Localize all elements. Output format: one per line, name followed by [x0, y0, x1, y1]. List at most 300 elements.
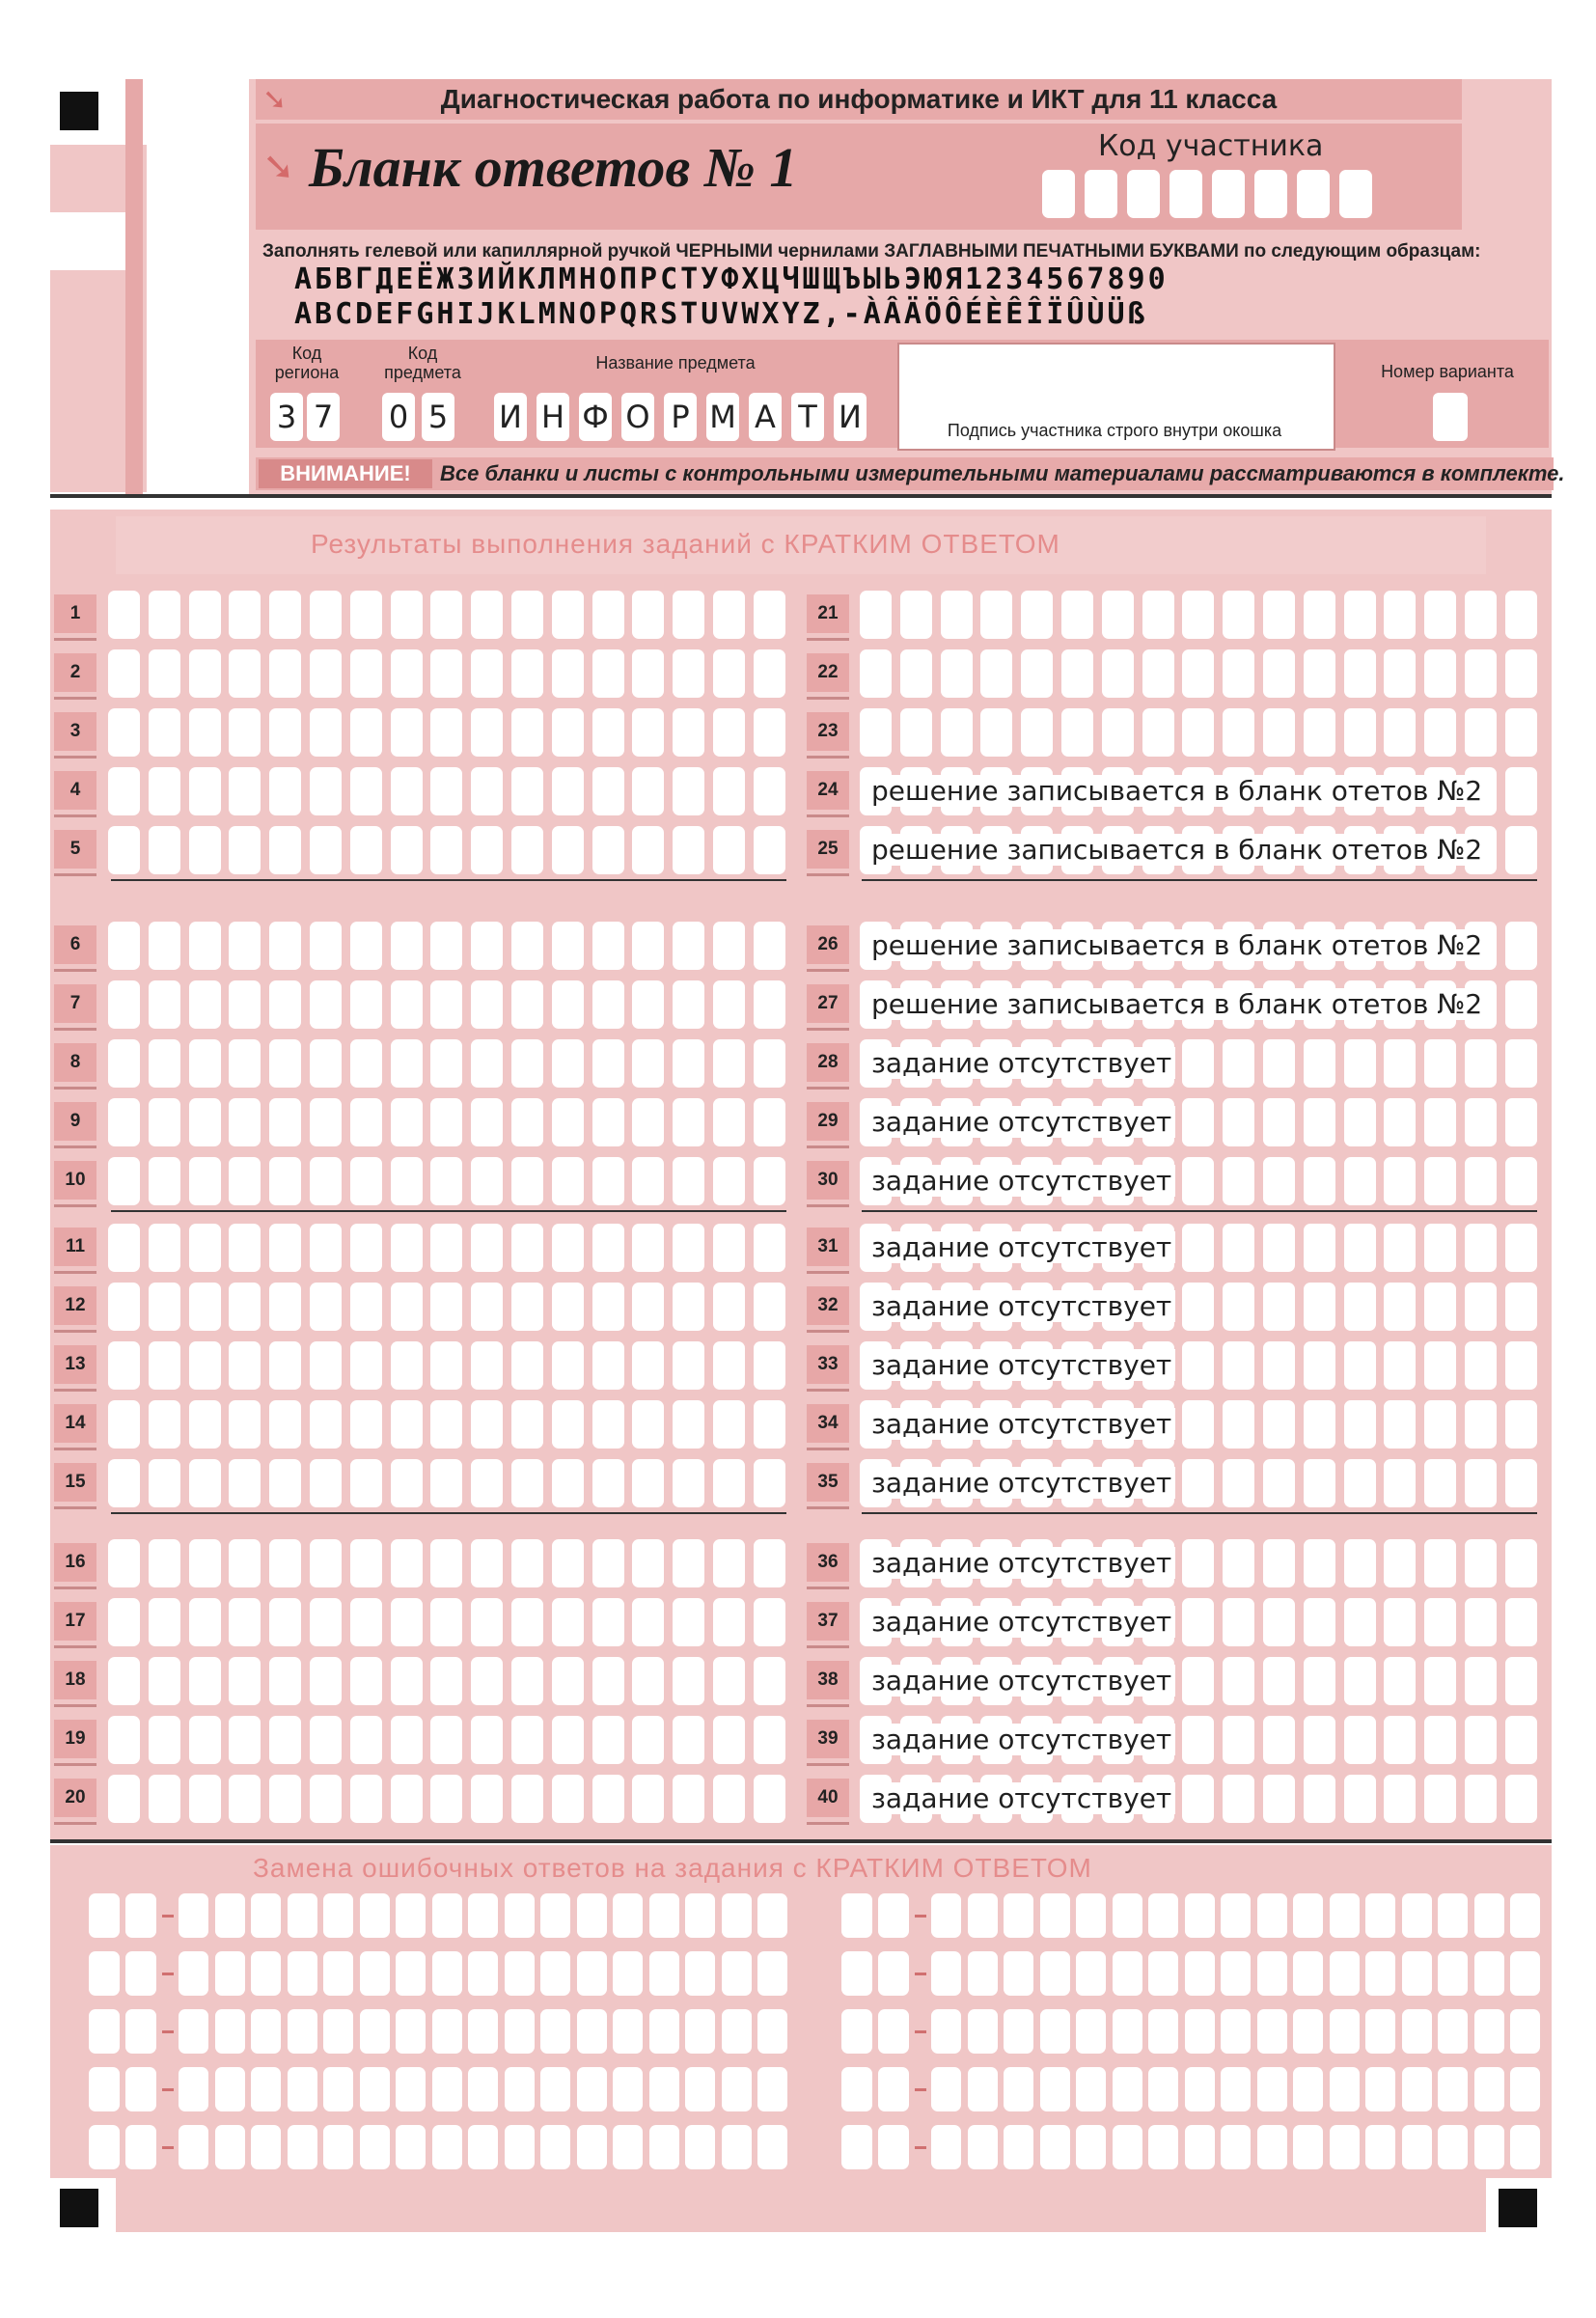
region-digit[interactable]: 3 [270, 393, 303, 441]
answer-cell[interactable] [1142, 649, 1174, 698]
answer-cell[interactable] [310, 1459, 342, 1507]
answer-cell[interactable] [592, 708, 624, 757]
subject-name-cell[interactable]: Ф [579, 393, 612, 441]
answer-cell[interactable] [108, 1224, 140, 1272]
replacement-answer-cell[interactable] [1330, 2067, 1360, 2111]
answer-cell[interactable] [1344, 708, 1376, 757]
answer-cell[interactable] [1465, 1224, 1497, 1272]
answer-cell[interactable] [350, 1098, 382, 1146]
answer-cell[interactable] [673, 591, 704, 639]
answer-cell[interactable] [552, 1039, 584, 1088]
answer-cell[interactable] [350, 1224, 382, 1272]
answer-cell[interactable] [592, 1657, 624, 1705]
replacement-answer-cell[interactable] [757, 1893, 787, 1938]
answer-cell[interactable] [108, 826, 140, 874]
answer-cell[interactable] [900, 708, 932, 757]
replacement-answer-cell[interactable] [396, 2125, 426, 2169]
answer-cell[interactable] [552, 1224, 584, 1272]
answer-cell[interactable] [149, 980, 180, 1029]
answer-cell[interactable] [1505, 1716, 1537, 1764]
answer-cell[interactable] [1182, 591, 1214, 639]
replacement-number-cell[interactable] [878, 1951, 909, 1996]
answer-cell[interactable] [713, 1283, 745, 1331]
replacement-answer-cell[interactable] [613, 2125, 643, 2169]
answer-cell[interactable] [269, 1539, 301, 1587]
answer-cell[interactable] [1505, 1341, 1537, 1390]
answer-cell[interactable] [1505, 1098, 1537, 1146]
answer-cell[interactable] [980, 591, 1012, 639]
replacement-answer-cell[interactable] [1293, 1893, 1323, 1938]
replacement-answer-cell[interactable] [1438, 2125, 1468, 2169]
answer-cell[interactable] [471, 922, 503, 970]
participant-code-cell[interactable] [1212, 170, 1245, 218]
answer-cell[interactable] [108, 1400, 140, 1449]
answer-cell[interactable] [108, 1657, 140, 1705]
answer-cell[interactable] [229, 1775, 261, 1823]
answer-cell[interactable] [471, 767, 503, 815]
answer-cell[interactable] [430, 1098, 462, 1146]
answer-cell[interactable] [269, 1224, 301, 1272]
answer-cell[interactable] [754, 980, 785, 1029]
answer-cell[interactable] [713, 1459, 745, 1507]
answer-cell[interactable] [1505, 591, 1537, 639]
answer-cell[interactable] [229, 1657, 261, 1705]
answer-cell[interactable] [229, 826, 261, 874]
replacement-answer-cell[interactable] [685, 2009, 715, 2054]
replacement-answer-cell[interactable] [931, 2009, 961, 2054]
answer-cell[interactable] [552, 1657, 584, 1705]
answer-cell[interactable] [1142, 591, 1174, 639]
replacement-number-cell[interactable] [841, 1893, 872, 1938]
answer-cell[interactable] [713, 1539, 745, 1587]
replacement-answer-cell[interactable] [649, 2009, 679, 2054]
replacement-answer-cell[interactable] [1257, 1893, 1287, 1938]
participant-code-cell[interactable] [1169, 170, 1202, 218]
answer-cell[interactable] [310, 1224, 342, 1272]
answer-cell[interactable] [713, 980, 745, 1029]
replacement-answer-cell[interactable] [1113, 2067, 1142, 2111]
answer-cell[interactable] [149, 1400, 180, 1449]
answer-cell[interactable] [430, 708, 462, 757]
answer-cell[interactable] [430, 1716, 462, 1764]
answer-cell[interactable] [391, 591, 423, 639]
answer-cell[interactable] [673, 1039, 704, 1088]
answer-cell[interactable] [471, 1459, 503, 1507]
replacement-number-cell[interactable] [89, 1951, 120, 1996]
answer-cell[interactable] [673, 649, 704, 698]
answer-cell[interactable] [673, 767, 704, 815]
replacement-answer-cell[interactable] [1257, 2009, 1287, 2054]
answer-cell[interactable] [511, 1539, 543, 1587]
answer-cell[interactable] [430, 767, 462, 815]
replacement-answer-cell[interactable] [968, 2125, 998, 2169]
answer-cell[interactable] [189, 1657, 221, 1705]
answer-cell[interactable] [391, 1400, 423, 1449]
variant-cell[interactable] [1433, 393, 1468, 441]
answer-cell[interactable] [713, 1157, 745, 1205]
answer-cell[interactable] [149, 1098, 180, 1146]
answer-cell[interactable] [189, 826, 221, 874]
answer-cell[interactable] [552, 922, 584, 970]
answer-cell[interactable] [391, 980, 423, 1029]
replacement-answer-cell[interactable] [288, 2125, 317, 2169]
answer-cell[interactable] [310, 1775, 342, 1823]
answer-cell[interactable] [592, 1039, 624, 1088]
answer-cell[interactable] [754, 1459, 785, 1507]
answer-cell[interactable] [108, 1775, 140, 1823]
replacement-answer-cell[interactable] [613, 2067, 643, 2111]
answer-cell[interactable] [430, 1157, 462, 1205]
answer-cell[interactable] [149, 1157, 180, 1205]
answer-cell[interactable] [552, 1098, 584, 1146]
answer-cell[interactable] [310, 1539, 342, 1587]
answer-cell[interactable] [713, 922, 745, 970]
answer-cell[interactable] [754, 1283, 785, 1331]
replacement-answer-cell[interactable] [360, 2125, 390, 2169]
answer-cell[interactable] [1182, 708, 1214, 757]
replacement-answer-cell[interactable] [649, 2067, 679, 2111]
subject-name-cell[interactable]: И [494, 393, 527, 441]
replacement-answer-cell[interactable] [577, 1893, 607, 1938]
replacement-answer-cell[interactable] [931, 2125, 961, 2169]
replacement-answer-cell[interactable] [1474, 2009, 1504, 2054]
replacement-answer-cell[interactable] [1474, 2125, 1504, 2169]
answer-cell[interactable] [350, 708, 382, 757]
answer-cell[interactable] [1424, 591, 1456, 639]
replacement-answer-cell[interactable] [722, 2125, 752, 2169]
answer-cell[interactable] [1223, 649, 1254, 698]
answer-cell[interactable] [430, 1224, 462, 1272]
answer-cell[interactable] [1465, 1283, 1497, 1331]
answer-cell[interactable] [673, 1598, 704, 1646]
replacement-answer-cell[interactable] [1040, 2125, 1070, 2169]
answer-cell[interactable] [1465, 1098, 1497, 1146]
replacement-answer-cell[interactable] [931, 1951, 961, 1996]
answer-cell[interactable] [471, 1157, 503, 1205]
answer-cell[interactable] [1465, 649, 1497, 698]
answer-cell[interactable] [1505, 1598, 1537, 1646]
replacement-answer-cell[interactable] [649, 1893, 679, 1938]
answer-cell[interactable] [310, 1157, 342, 1205]
answer-cell[interactable] [1465, 1039, 1497, 1088]
answer-cell[interactable] [592, 767, 624, 815]
replacement-answer-cell[interactable] [251, 2067, 281, 2111]
answer-cell[interactable] [1142, 708, 1174, 757]
subject-name-cell[interactable]: Р [664, 393, 697, 441]
answer-cell[interactable] [430, 1539, 462, 1587]
answer-cell[interactable] [592, 1539, 624, 1587]
answer-cell[interactable] [1263, 649, 1295, 698]
answer-cell[interactable] [108, 1716, 140, 1764]
answer-cell[interactable] [673, 1224, 704, 1272]
answer-cell[interactable] [149, 1598, 180, 1646]
answer-cell[interactable] [1505, 649, 1537, 698]
answer-cell[interactable] [713, 1400, 745, 1449]
answer-cell[interactable] [713, 1598, 745, 1646]
answer-cell[interactable] [350, 591, 382, 639]
answer-cell[interactable] [511, 922, 543, 970]
replacement-answer-cell[interactable] [1474, 1893, 1504, 1938]
subject-code-digit[interactable]: 0 [382, 393, 415, 441]
answer-cell[interactable] [511, 1716, 543, 1764]
replacement-answer-cell[interactable] [649, 2125, 679, 2169]
answer-cell[interactable] [350, 1598, 382, 1646]
answer-cell[interactable] [310, 922, 342, 970]
replacement-answer-cell[interactable] [288, 2067, 317, 2111]
answer-cell[interactable] [860, 591, 892, 639]
replacement-answer-cell[interactable] [1004, 2067, 1033, 2111]
answer-cell[interactable] [511, 591, 543, 639]
answer-cell[interactable] [391, 1039, 423, 1088]
answer-cell[interactable] [1465, 1716, 1497, 1764]
replacement-answer-cell[interactable] [1257, 1951, 1287, 1996]
answer-cell[interactable] [149, 1283, 180, 1331]
replacement-answer-cell[interactable] [1148, 1893, 1178, 1938]
answer-cell[interactable] [350, 1539, 382, 1587]
participant-code-cell[interactable] [1127, 170, 1160, 218]
replacement-answer-cell[interactable] [288, 1951, 317, 1996]
answer-cell[interactable] [592, 1098, 624, 1146]
answer-cell[interactable] [632, 1224, 664, 1272]
answer-cell[interactable] [310, 649, 342, 698]
answer-cell[interactable] [310, 1657, 342, 1705]
replacement-answer-cell[interactable] [1076, 2009, 1106, 2054]
answer-cell[interactable] [430, 922, 462, 970]
replacement-answer-cell[interactable] [179, 2009, 208, 2054]
answer-cell[interactable] [189, 922, 221, 970]
answer-cell[interactable] [754, 1224, 785, 1272]
answer-cell[interactable] [1505, 826, 1537, 874]
answer-cell[interactable] [552, 1283, 584, 1331]
replacement-answer-cell[interactable] [1293, 1951, 1323, 1996]
replacement-answer-cell[interactable] [577, 2125, 607, 2169]
answer-cell[interactable] [471, 591, 503, 639]
answer-cell[interactable] [149, 1657, 180, 1705]
replacement-answer-cell[interactable] [1040, 2067, 1070, 2111]
answer-cell[interactable] [310, 1598, 342, 1646]
replacement-answer-cell[interactable] [468, 2067, 498, 2111]
answer-cell[interactable] [471, 649, 503, 698]
answer-cell[interactable] [149, 1775, 180, 1823]
replacement-answer-cell[interactable] [577, 2067, 607, 2111]
replacement-answer-cell[interactable] [1510, 2009, 1540, 2054]
answer-cell[interactable] [391, 922, 423, 970]
replacement-answer-cell[interactable] [215, 2067, 245, 2111]
answer-cell[interactable] [1384, 649, 1416, 698]
replacement-answer-cell[interactable] [432, 2125, 462, 2169]
answer-cell[interactable] [189, 1283, 221, 1331]
answer-cell[interactable] [754, 1400, 785, 1449]
answer-cell[interactable] [391, 826, 423, 874]
answer-cell[interactable] [108, 1098, 140, 1146]
answer-cell[interactable] [471, 1341, 503, 1390]
answer-cell[interactable] [1384, 591, 1416, 639]
answer-cell[interactable] [430, 826, 462, 874]
answer-cell[interactable] [350, 1400, 382, 1449]
answer-cell[interactable] [430, 1598, 462, 1646]
replacement-answer-cell[interactable] [1510, 2067, 1540, 2111]
replacement-answer-cell[interactable] [432, 1951, 462, 1996]
answer-cell[interactable] [673, 1157, 704, 1205]
replacement-number-cell[interactable] [89, 2067, 120, 2111]
answer-cell[interactable] [430, 649, 462, 698]
answer-cell[interactable] [471, 1224, 503, 1272]
answer-cell[interactable] [1465, 1598, 1497, 1646]
answer-cell[interactable] [391, 1775, 423, 1823]
answer-cell[interactable] [1021, 708, 1053, 757]
answer-cell[interactable] [1505, 1657, 1537, 1705]
answer-cell[interactable] [1223, 591, 1254, 639]
answer-cell[interactable] [754, 1157, 785, 1205]
replacement-answer-cell[interactable] [396, 1951, 426, 1996]
answer-cell[interactable] [350, 980, 382, 1029]
answer-cell[interactable] [754, 649, 785, 698]
answer-cell[interactable] [471, 1775, 503, 1823]
answer-cell[interactable] [391, 1098, 423, 1146]
answer-cell[interactable] [860, 708, 892, 757]
answer-cell[interactable] [310, 1039, 342, 1088]
replacement-answer-cell[interactable] [685, 2067, 715, 2111]
answer-cell[interactable] [310, 1400, 342, 1449]
answer-cell[interactable] [1465, 1657, 1497, 1705]
replacement-answer-cell[interactable] [757, 1951, 787, 1996]
replacement-answer-cell[interactable] [505, 1951, 535, 1996]
subject-code-digit[interactable]: 5 [422, 393, 454, 441]
replacement-answer-cell[interactable] [468, 1951, 498, 1996]
answer-cell[interactable] [592, 649, 624, 698]
answer-cell[interactable] [592, 1716, 624, 1764]
answer-cell[interactable] [189, 591, 221, 639]
answer-cell[interactable] [430, 1039, 462, 1088]
answer-cell[interactable] [471, 1098, 503, 1146]
answer-cell[interactable] [350, 1775, 382, 1823]
replacement-answer-cell[interactable] [722, 1951, 752, 1996]
replacement-answer-cell[interactable] [1148, 2009, 1178, 2054]
answer-cell[interactable] [350, 1039, 382, 1088]
replacement-answer-cell[interactable] [540, 2067, 570, 2111]
replacement-number-cell[interactable] [125, 2067, 156, 2111]
answer-cell[interactable] [189, 1039, 221, 1088]
replacement-answer-cell[interactable] [540, 1951, 570, 1996]
replacement-number-cell[interactable] [125, 1893, 156, 1938]
replacement-answer-cell[interactable] [1474, 2067, 1504, 2111]
answer-cell[interactable] [754, 708, 785, 757]
participant-code-cell[interactable] [1297, 170, 1330, 218]
participant-code-cell[interactable] [1085, 170, 1117, 218]
answer-cell[interactable] [149, 767, 180, 815]
answer-cell[interactable] [1102, 649, 1134, 698]
replacement-answer-cell[interactable] [1365, 2125, 1395, 2169]
replacement-answer-cell[interactable] [215, 1951, 245, 1996]
answer-cell[interactable] [552, 591, 584, 639]
answer-cell[interactable] [754, 1098, 785, 1146]
answer-cell[interactable] [149, 922, 180, 970]
participant-code-cell[interactable] [1254, 170, 1287, 218]
answer-cell[interactable] [310, 591, 342, 639]
answer-cell[interactable] [511, 1283, 543, 1331]
answer-cell[interactable] [269, 1716, 301, 1764]
answer-cell[interactable] [713, 826, 745, 874]
replacement-answer-cell[interactable] [1221, 2125, 1251, 2169]
answer-cell[interactable] [1384, 708, 1416, 757]
answer-cell[interactable] [754, 1775, 785, 1823]
answer-cell[interactable] [310, 1716, 342, 1764]
answer-cell[interactable] [941, 708, 973, 757]
replacement-answer-cell[interactable] [251, 2009, 281, 2054]
answer-cell[interactable] [310, 767, 342, 815]
answer-cell[interactable] [391, 1283, 423, 1331]
answer-cell[interactable] [189, 1341, 221, 1390]
answer-cell[interactable] [189, 767, 221, 815]
answer-cell[interactable] [592, 1224, 624, 1272]
replacement-answer-cell[interactable] [1040, 1893, 1070, 1938]
replacement-answer-cell[interactable] [215, 1893, 245, 1938]
replacement-answer-cell[interactable] [1293, 2067, 1323, 2111]
answer-cell[interactable] [1505, 1539, 1537, 1587]
answer-cell[interactable] [713, 708, 745, 757]
answer-cell[interactable] [310, 708, 342, 757]
replacement-number-cell[interactable] [841, 1951, 872, 1996]
replacement-answer-cell[interactable] [1040, 2009, 1070, 2054]
answer-cell[interactable] [430, 1775, 462, 1823]
answer-cell[interactable] [269, 1283, 301, 1331]
replacement-answer-cell[interactable] [432, 2009, 462, 2054]
answer-cell[interactable] [980, 649, 1012, 698]
answer-cell[interactable] [860, 649, 892, 698]
answer-cell[interactable] [108, 980, 140, 1029]
answer-cell[interactable] [108, 1459, 140, 1507]
answer-cell[interactable] [673, 980, 704, 1029]
answer-cell[interactable] [1465, 1341, 1497, 1390]
replacement-answer-cell[interactable] [540, 2009, 570, 2054]
replacement-answer-cell[interactable] [396, 2067, 426, 2111]
replacement-answer-cell[interactable] [251, 1893, 281, 1938]
answer-cell[interactable] [511, 1157, 543, 1205]
answer-cell[interactable] [552, 980, 584, 1029]
answer-cell[interactable] [229, 1400, 261, 1449]
answer-cell[interactable] [229, 1039, 261, 1088]
answer-cell[interactable] [1505, 1157, 1537, 1205]
answer-cell[interactable] [632, 1283, 664, 1331]
answer-cell[interactable] [108, 922, 140, 970]
answer-cell[interactable] [941, 649, 973, 698]
answer-cell[interactable] [229, 1539, 261, 1587]
answer-cell[interactable] [149, 708, 180, 757]
replacement-answer-cell[interactable] [360, 2009, 390, 2054]
answer-cell[interactable] [673, 1716, 704, 1764]
answer-cell[interactable] [269, 1157, 301, 1205]
replacement-answer-cell[interactable] [1113, 2009, 1142, 2054]
answer-cell[interactable] [673, 1341, 704, 1390]
answer-cell[interactable] [471, 1039, 503, 1088]
answer-cell[interactable] [189, 1224, 221, 1272]
replacement-answer-cell[interactable] [540, 1893, 570, 1938]
replacement-answer-cell[interactable] [1004, 1951, 1033, 1996]
replacement-answer-cell[interactable] [1185, 2009, 1215, 2054]
answer-cell[interactable] [269, 1657, 301, 1705]
answer-cell[interactable] [1505, 1039, 1537, 1088]
replacement-answer-cell[interactable] [1148, 1951, 1178, 1996]
answer-cell[interactable] [552, 1459, 584, 1507]
answer-cell[interactable] [430, 1283, 462, 1331]
answer-cell[interactable] [754, 767, 785, 815]
replacement-answer-cell[interactable] [1365, 2067, 1395, 2111]
answer-cell[interactable] [552, 1716, 584, 1764]
replacement-answer-cell[interactable] [179, 2067, 208, 2111]
answer-cell[interactable] [511, 1224, 543, 1272]
replacement-number-cell[interactable] [841, 2125, 872, 2169]
answer-cell[interactable] [592, 591, 624, 639]
